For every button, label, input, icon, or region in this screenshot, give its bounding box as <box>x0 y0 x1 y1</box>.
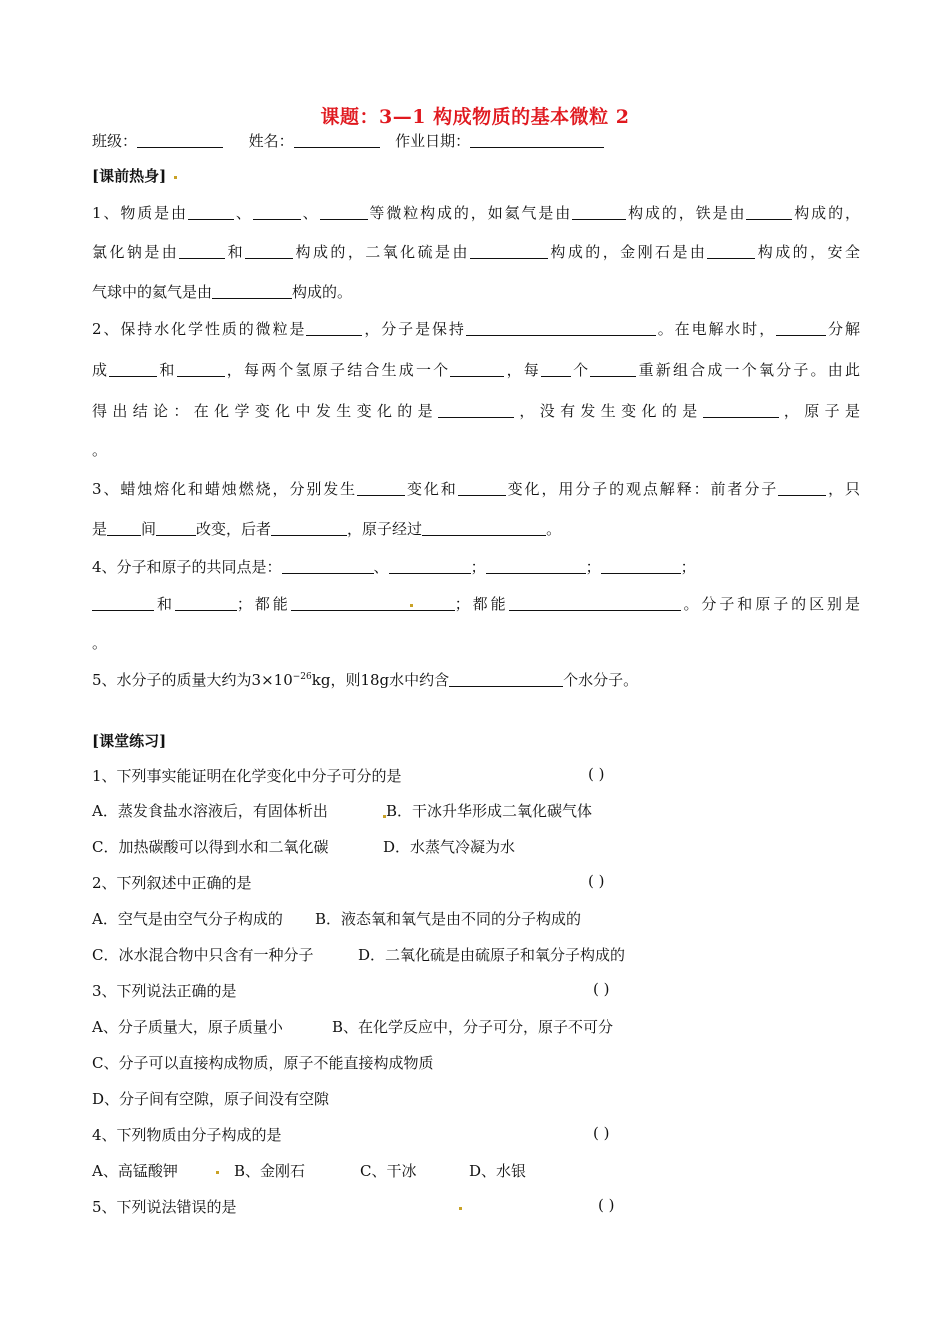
option-b: B．干冰升华形成二氧化碳气体 <box>386 802 593 820</box>
warmup-q4-line1: 4、分子和原子的共同点是： 、 ； ； ； <box>92 558 696 576</box>
option-b: B．液态氧和氧气是由不同的分子构成的 <box>315 910 582 928</box>
warmup-q2-line3: 得出结论：在化学变化中发生变化的是 ，没有发生变化的是 ，原子是 <box>92 402 860 420</box>
warmup-q1-line2: 氯化钠是由 和 构成的，二氧化硫是由 构成的，金刚石是由 构成的，安全 <box>92 243 860 261</box>
page-title: 课题：3—1 构成物质的基本微粒 2 <box>320 106 630 128</box>
warmup-q2-line2: 成 和 ，每两个氢原子结合生成一个 ，每 个 重新组合成一个氧分子。由此 <box>92 361 860 379</box>
answer-paren[interactable]: ( ) <box>588 872 605 890</box>
name-blank[interactable] <box>294 132 380 148</box>
practice-q5-stem: 5、下列说法错误的是 <box>92 1198 237 1216</box>
class-label: 班级： <box>92 132 138 150</box>
date-blank[interactable] <box>470 132 604 148</box>
option-d: D．二氧化硫是由硫原子和氧分子构成的 <box>358 946 626 964</box>
option-d: D、分子间有空隙，原子间没有空隙 <box>92 1090 330 1108</box>
warmup-q2-line1: 2、保持水化学性质的微粒是 ，分子是保持 。在电解水时， 分解 <box>92 320 860 338</box>
practice-q4-stem: 4、下列物质由分子构成的是 <box>92 1126 282 1144</box>
warmup-q3-line2: 是 间 改变，后者 ，原子经过 。 <box>92 520 562 538</box>
answer-paren[interactable]: ( ) <box>588 765 605 783</box>
decor-dot <box>216 1171 219 1174</box>
class-blank[interactable] <box>137 132 223 148</box>
decor-dot <box>174 176 177 179</box>
answer-paren[interactable]: ( ) <box>593 1124 610 1142</box>
decor-dot <box>410 604 413 607</box>
practice-q3-stem: 3、下列说法正确的是 <box>92 982 237 1000</box>
option-a: A、分子质量大，原子质量小 <box>92 1018 283 1036</box>
answer-paren[interactable]: ( ) <box>593 980 610 998</box>
warmup-q1-line1: 1、物质是由 、 、 等微粒构成的，如氦气是由 构成的，铁是由 构成的， <box>92 204 860 222</box>
option-c: C、分子可以直接构成物质，原子不能直接构成物质 <box>92 1054 434 1072</box>
warmup-q2-line4: 。 <box>92 441 108 459</box>
decor-dot <box>459 1207 462 1210</box>
date-label: 作业日期： <box>395 132 471 150</box>
warmup-q5: 5、水分子的质量大约为$3\times 10^{-26}kg$，则18g水中约含 个水分子。 <box>92 671 639 689</box>
option-b: B、金刚石 <box>234 1162 306 1180</box>
decor-dot <box>383 815 386 818</box>
option-c: C．加热碳酸可以得到水和二氧化碳 <box>92 838 329 856</box>
warmup-heading: [课前热身] <box>92 167 167 185</box>
practice-heading: [课堂练习] <box>92 732 167 750</box>
warmup-q4-line2: 和 ；都能 ；都能 。分子和原子的区别是 <box>92 593 860 614</box>
practice-q1-stem: 1、下列事实能证明在化学变化中分子可分的是 <box>92 767 402 785</box>
option-b: B、在化学反应中，分子可分，原子不可分 <box>332 1018 614 1036</box>
option-c: C．冰水混合物中只含有一种分子 <box>92 946 314 964</box>
option-c: C、干冰 <box>360 1162 417 1180</box>
name-label: 姓名： <box>248 132 294 150</box>
option-a: A．空气是由空气分子构成的 <box>92 910 283 928</box>
option-d: D．水蒸气冷凝为水 <box>383 838 516 856</box>
answer-paren[interactable]: ( ) <box>598 1196 615 1214</box>
option-a: A．蒸发食盐水溶液后，有固体析出 <box>92 802 328 820</box>
practice-q2-stem: 2、下列叙述中正确的是 <box>92 874 252 892</box>
header-fields <box>92 130 604 151</box>
option-a: A、高锰酸钾 <box>92 1162 178 1180</box>
warmup-q4-line3: 。 <box>92 634 108 652</box>
warmup-q1-line3: 气球中的氦气是由 构成的。 <box>92 283 353 301</box>
warmup-q3-line1: 3、蜡烛熔化和蜡烛燃烧，分别发生 变化和 变化，用分子的观点解释：前者分子 ，只 <box>92 480 860 498</box>
option-d: D、水银 <box>469 1162 527 1180</box>
